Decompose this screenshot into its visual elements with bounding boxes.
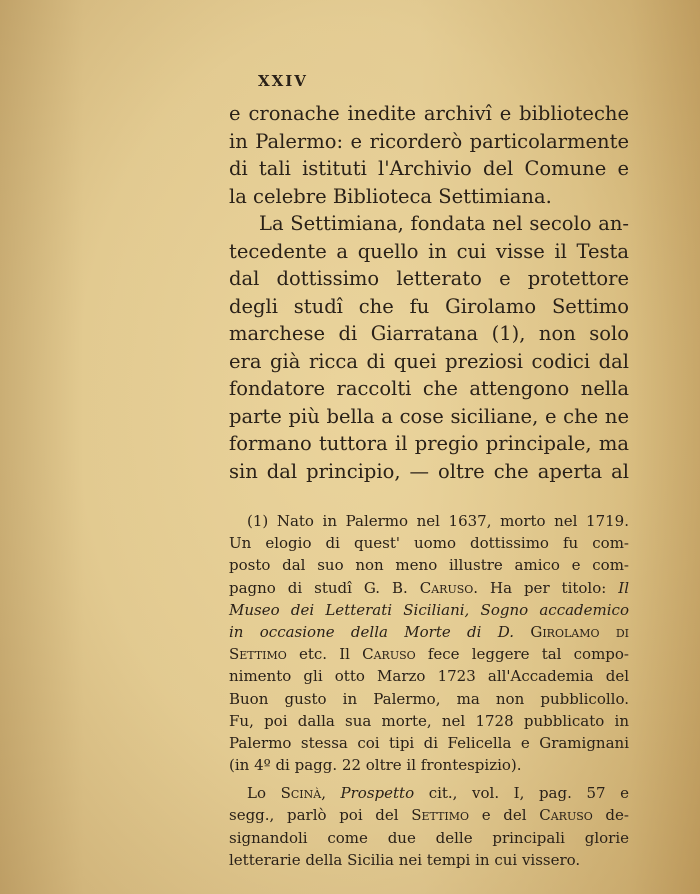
text-line: dal dottissimo letterato e protettore	[229, 267, 629, 290]
footnote-line	[229, 754, 629, 776]
footnote-text: Lo	[247, 784, 281, 803]
text-line: sin dal principio, — oltre che aperta al	[229, 459, 629, 483]
footnote-title: Museo dei Letterati Siciliani, Sogno accademico	[229, 600, 629, 619]
main-text	[229, 100, 629, 485]
footnote-line	[229, 849, 629, 871]
footnote-text: Buon gusto in Palermo, ma non pubblicollo.	[229, 689, 629, 708]
footnote-line	[229, 710, 629, 732]
footnote-name: Scinà	[280, 784, 322, 803]
footnote-name: Girolamo di	[530, 622, 630, 641]
footnote-title: Prospetto	[340, 784, 415, 803]
text-line: la celebre Biblioteca Settimiana.	[229, 184, 552, 208]
text-line: formano tuttora il pregio principale, ma	[229, 432, 629, 455]
footnote-line	[229, 599, 629, 621]
footnote-text: letterarie della Sicilia nei tempi in cui vissero.	[229, 850, 581, 869]
text-line: e cronache inedite archivî e biblioteche	[229, 102, 629, 125]
footnote-line	[229, 577, 629, 599]
footnote-name: Caruso	[362, 645, 416, 664]
footnote-text: Un elogio di quest' uomo dottissimo fu com-	[229, 534, 629, 553]
footnote-text: pagno di studî G. B.	[229, 578, 420, 597]
footnote-line	[229, 732, 629, 754]
footnote-line	[229, 643, 629, 665]
footnote-line	[229, 804, 629, 826]
footnote-name: Caruso	[419, 578, 474, 597]
footnote-title: Il	[618, 578, 629, 597]
footnote-name: Settimo	[411, 806, 470, 825]
text-line: degli studî che fu Girolamo Settimo	[229, 294, 629, 318]
footnote-line	[229, 621, 629, 643]
footnote-line	[229, 688, 629, 710]
footnote-text: . Ha per titolo:	[473, 578, 619, 597]
footnote-line	[229, 665, 629, 687]
footnote-text: Fu, poi dalla sua morte, nel 1728 pubblicato in	[229, 711, 629, 730]
text-line: in Palermo: e ricorderò particolarmente	[229, 129, 629, 153]
footnote-text: signandoli come due delle principali glorie	[229, 828, 629, 847]
text-line: La Settimiana, fondata nel secolo an-	[259, 212, 629, 235]
footnote-text: etc. Il	[286, 645, 363, 664]
footnote-text: ,	[321, 784, 341, 803]
footnote-text: cit., vol. I, pag. 57 e	[414, 784, 629, 803]
footnote-text: fece leggere tal compo-	[415, 645, 629, 664]
footnote-line	[229, 510, 629, 532]
footnote-text: nimento gli otto Marzo 1723 all'Accademia del	[229, 667, 629, 686]
text-line: di tali istituti l'Archivio del Comune e	[229, 157, 629, 180]
footnote-text: Palermo stessa coi tipi di Felicella e Gramignani	[229, 733, 629, 752]
page-number: XXIV	[258, 72, 308, 90]
footnote-title: in occasione della Morte di D.	[229, 622, 531, 641]
footnote-line	[229, 554, 629, 576]
footnote-text: posto dal suo non meno illustre amico e com-	[229, 556, 629, 575]
text-line: tecedente a quello in cui visse il Testa	[229, 239, 629, 263]
text-line: parte più bella a cose siciliane, e che ne	[229, 404, 629, 428]
footnote-text: e del	[469, 806, 540, 825]
footnote-text: (1) Nato in Palermo nel 1637, morto nel 1719.	[247, 512, 629, 530]
text-line: marchese di Giarratana (1), non solo	[229, 322, 629, 345]
footnote-text: de-	[592, 806, 629, 825]
footnote-line	[229, 782, 629, 804]
footnote-name: Settimo	[229, 645, 287, 664]
footnote	[229, 510, 629, 871]
footnote-line	[229, 827, 629, 849]
text-line: fondatore raccolti che attengono nella	[229, 377, 629, 400]
footnote-line	[229, 532, 629, 554]
footnote-name: Caruso	[539, 806, 593, 825]
text-line: era già ricca di quei preziosi codici dal	[229, 349, 629, 373]
footnote-text: segg., parlò poi del	[229, 806, 412, 825]
footnote-text: (in 4º di pagg. 22 oltre il frontespizio).	[229, 756, 522, 775]
